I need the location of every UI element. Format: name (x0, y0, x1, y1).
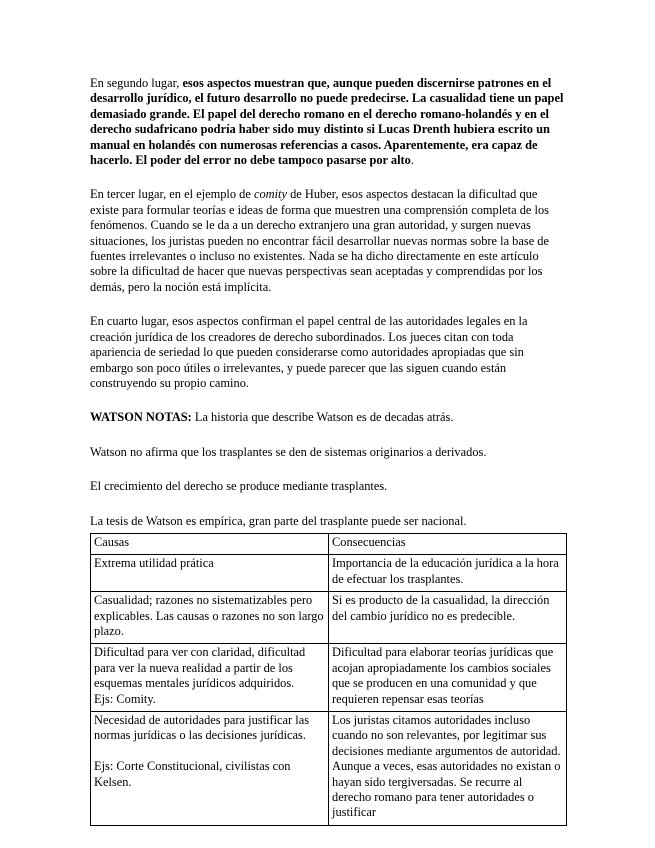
paragraph-law-growth: El crecimiento del derecho se produce mediante trasplantes. (90, 479, 388, 494)
paragraph-second-end: . (410, 153, 414, 168)
causes-consequences-table (90, 533, 567, 826)
paragraph-third-b: de Huber, esos aspectos destacan la dificultad que existe para formular teorías e ideas de forma que muestren una comprensión completa de los fenómenos. Cuando se le da a un derecho extranjero una gran autoridad, y surgen nuevas situaciones, los juristas pueden no encontrar fácil desarrollar nuevas normas sobre la base de fuentes irrelevantes o incluso no existentes. Nada se ha dicho directamente en este artículo sobre la dificultad de hacer que nuevas perspectivas sean aceptadas y comprendidas por los demás, pero la noción está implícita. (90, 187, 549, 294)
paragraph-third-italic: comity (253, 187, 287, 202)
paragraph-watson-transplants: Watson no afirma que los trasplantes se den de sistemas originarios a derivados. (90, 444, 487, 459)
table-cell-consequence: Importancia de la educación jurídica a la hora de efectuar los trasplantes. (329, 555, 567, 592)
table-row (91, 644, 567, 712)
paragraph-fourth-point: En cuarto lugar, esos aspectos confirman el papel central de las autoridades legales en la creación jurídica de los creadores de derecho subordinados. Los jueces citan con toda apariencia de seriedad lo que pueden considerarse como autoridades apropiadas que sin embargo son poco útiles o irrelevantes, y puede parecer que las siguen cuando están construyendo su propio camino. (90, 314, 528, 390)
table-row (91, 592, 567, 644)
table-cell-cause: Extrema utilidad prática (91, 555, 329, 592)
table-header-causes: Causas (91, 533, 329, 554)
paragraph-second-point (90, 76, 565, 168)
paragraph-watson-thesis: La tesis de Watson es empírica, gran parte del trasplante puede ser nacional. (90, 513, 467, 528)
paragraph-third-point (90, 187, 565, 295)
table-row (91, 712, 567, 826)
paragraph-third-a: En tercer lugar, en el ejemplo de (90, 187, 251, 202)
watson-notes-label: WATSON NOTAS: (90, 410, 192, 425)
document-body (90, 76, 565, 826)
table-header-row (91, 533, 567, 554)
table-cell-cause: Dificultad para ver con claridad, dificultad para ver la nueva realidad a partir de los esquemas mentales jurídicos adquiridos. Ejs: Comity. (91, 644, 329, 712)
table-cell-consequence: Dificultad para elaborar teorías jurídicas que acojan apropiadamente los cambios sociales que se producen en una comunidad y que requieren repensar esas teorías (329, 644, 567, 712)
table-cell-consequence: Los juristas citamos autoridades incluso cuando no son relevantes, por legitimar sus decisiones mediante argumentos de autoridad. Aunque a veces, esas autoridades no existan o hayan sido tergiversadas. Se recurre al derecho romano para tener autoridades o justificar (329, 712, 567, 826)
paragraph-second-intro: En segundo lugar, (90, 76, 180, 90)
table-cell-consequence: Si es producto de la casualidad, la dirección del cambio jurídico no es predecible. (329, 592, 567, 644)
table-cell-cause: Casualidad; razones no sistematizables pero explicables. Las causas o razones no son largo plazo. (91, 592, 329, 644)
paragraph-second-bold: esos aspectos muestran que, aunque pueden discernirse patrones en el desarrollo jurídico, el futuro desarrollo no puede predecirse. La casualidad tiene un papel demasiado grande. El papel del derecho romano en el derecho romano-holandés y en el derecho sudafricano podría haber sido muy distinto si Lucas Drenth hubiera escrito un manual en holandés con numerosas referencias a casos. Aparentemente, era capaz de hacerlo. El poder del error no debe tampoco pasarse por alto (90, 76, 564, 168)
paragraph-watson-notes (90, 410, 565, 425)
table-cell-cause: Necesidad de autoridades para justificar las normas jurídicas o las decisiones jurídicas. Ejs: Corte Constitucional, civilistas con Kelsen. (91, 712, 329, 826)
table-row (91, 555, 567, 592)
table-header-consequences: Consecuencias (329, 533, 567, 554)
watson-notes-text: La historia que describe Watson es de decadas atrás. (194, 410, 454, 425)
